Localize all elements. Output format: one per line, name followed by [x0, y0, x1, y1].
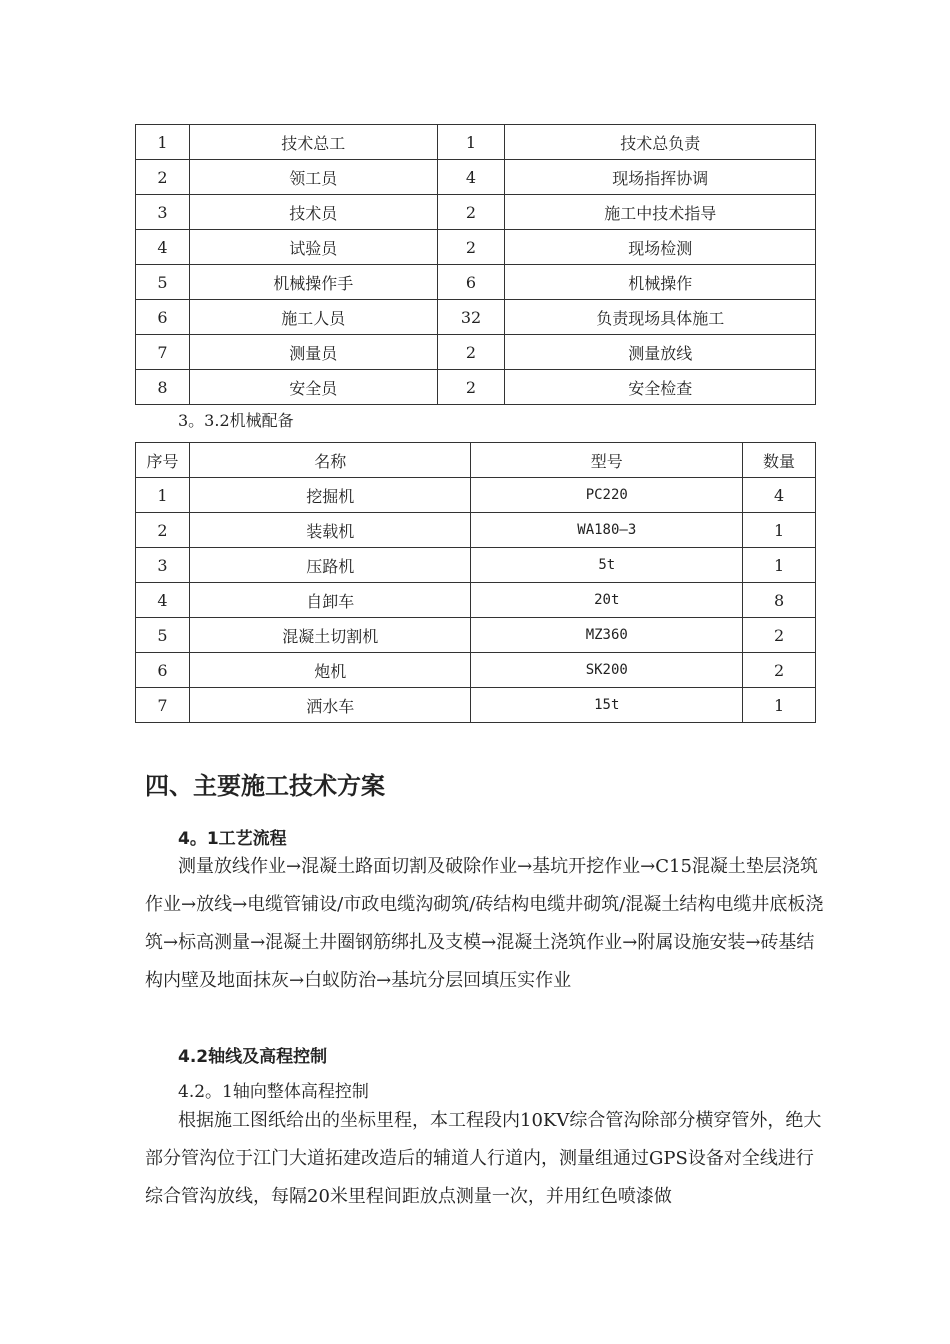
machine-table-cell: 1: [743, 513, 816, 548]
staff-table-row: [136, 230, 816, 265]
staff-table-cell: 4: [136, 230, 190, 265]
staff-table-cell: 现场检测: [505, 230, 816, 265]
staff-table-row: [136, 335, 816, 370]
machine-table-cell: 1: [743, 548, 816, 583]
staff-table-cell: 施工中技术指导: [505, 195, 816, 230]
staff-table-cell: 1: [437, 125, 505, 160]
staff-table-cell: 安全检查: [505, 370, 816, 405]
machine-table-cell: 序号: [136, 443, 190, 478]
machine-table-cell: 混凝土切割机: [189, 618, 471, 653]
staff-table-cell: 2: [437, 230, 505, 265]
machine-table-row: [136, 513, 816, 548]
staff-table-cell: 机械操作: [505, 265, 816, 300]
staff-table-row: [136, 195, 816, 230]
machine-table-row: [136, 443, 816, 478]
machine-table-cell: 4: [743, 478, 816, 513]
machine-table-cell: 自卸车: [189, 583, 471, 618]
staff-table-row: [136, 125, 816, 160]
staff-table-cell: 32: [437, 300, 505, 335]
machine-table-cell: MZ360: [471, 618, 743, 653]
machine-table-cell: 8: [743, 583, 816, 618]
machine-table-cell: SK200: [471, 653, 743, 688]
staff-table-cell: 试验员: [189, 230, 437, 265]
staff-table-cell: 施工人员: [189, 300, 437, 335]
machine-table-cell: 1: [743, 688, 816, 723]
staff-table-cell: 7: [136, 335, 190, 370]
machine-table-cell: 炮机: [189, 653, 471, 688]
machine-section-title: 3。3.2机械配备: [178, 411, 294, 430]
machine-table-row: [136, 583, 816, 618]
section-4-2-1-title: 4.2。1轴向整体高程控制: [178, 1082, 369, 1102]
machine-table-cell: 装载机: [189, 513, 471, 548]
machine-table: [135, 442, 816, 723]
staff-table-cell: 2: [136, 160, 190, 195]
machine-table-cell: 15t: [471, 688, 743, 723]
machine-table-cell: 2: [743, 618, 816, 653]
machine-table-cell: 2: [136, 513, 190, 548]
machine-table-cell: 5: [136, 618, 190, 653]
staff-table-cell: 技术总负责: [505, 125, 816, 160]
staff-table-cell: 6: [136, 300, 190, 335]
machine-table-row: [136, 653, 816, 688]
machine-table-cell: 7: [136, 688, 190, 723]
staff-table-cell: 1: [136, 125, 190, 160]
staff-table-cell: 8: [136, 370, 190, 405]
staff-table-cell: 领工员: [189, 160, 437, 195]
machine-table-cell: 名称: [189, 443, 471, 478]
staff-table-body: [136, 125, 816, 405]
machine-table-row: [136, 548, 816, 583]
machine-table-cell: WA180—3: [471, 513, 743, 548]
machine-table-cell: 洒水车: [189, 688, 471, 723]
machine-table-cell: PC220: [471, 478, 743, 513]
staff-table-cell: 4: [437, 160, 505, 195]
staff-table-cell: 2: [437, 370, 505, 405]
machine-table-cell: 2: [743, 653, 816, 688]
staff-table-row: [136, 160, 816, 195]
machine-table-cell: 20t: [471, 583, 743, 618]
staff-table-cell: 6: [437, 265, 505, 300]
machine-table-cell: 3: [136, 548, 190, 583]
machine-table-row: [136, 478, 816, 513]
machine-table-cell: 挖掘机: [189, 478, 471, 513]
staff-table-cell: 2: [437, 195, 505, 230]
staff-table-cell: 安全员: [189, 370, 437, 405]
machine-table-cell: 型号: [471, 443, 743, 478]
staff-table-cell: 3: [136, 195, 190, 230]
staff-table-row: [136, 370, 816, 405]
staff-table-cell: 测量员: [189, 335, 437, 370]
staff-table: [135, 124, 816, 405]
staff-table-cell: 机械操作手: [189, 265, 437, 300]
section-4-2-title: 4.2轴线及高程控制: [178, 1047, 328, 1067]
section-4-2-text: 根据施工图纸给出的坐标里程，本工程段内10KV综合管沟除部分横穿管外，绝大部分管沟位于江门大道拓建改造后的辅道人行道内，测量组通过GPS设备对全线进行综合管沟放线，每隔20米里程间距放点测量一次，并用红色喷漆做: [145, 1110, 822, 1207]
staff-table-cell: 技术员: [189, 195, 437, 230]
machine-table-cell: 4: [136, 583, 190, 618]
machine-table-cell: 数量: [743, 443, 816, 478]
machine-table-cell: 6: [136, 653, 190, 688]
machine-table-row: [136, 618, 816, 653]
staff-table-cell: 技术总工: [189, 125, 437, 160]
section-4-1-text: 测量放线作业→混凝土路面切割及破除作业→基坑开挖作业→C15混凝土垫层浇筑作业→放线→电缆管铺设/市政电缆沟砌筑/砖结构电缆井砌筑/混凝土结构电缆井底板浇筑→标高测量→混凝土井圈钢筋绑扎及支模→混凝土浇筑作业→附属设施安装→砖基结构内壁及地面抹灰→白蚁防治→基坑分层回填压实作业: [145, 856, 824, 991]
section-4-1-title: 4。1工艺流程: [178, 829, 287, 849]
machine-table-cell: 5t: [471, 548, 743, 583]
staff-table-cell: 测量放线: [505, 335, 816, 370]
staff-table-cell: 负责现场具体施工: [505, 300, 816, 335]
staff-table-row: [136, 265, 816, 300]
machine-table-cell: 1: [136, 478, 190, 513]
staff-table-cell: 2: [437, 335, 505, 370]
chapter-title: 四、主要施工技术方案: [145, 772, 385, 800]
staff-table-cell: 5: [136, 265, 190, 300]
machine-table-row: [136, 688, 816, 723]
machine-table-cell: 压路机: [189, 548, 471, 583]
staff-table-row: [136, 300, 816, 335]
staff-table-cell: 现场指挥协调: [505, 160, 816, 195]
machine-table-body: [136, 443, 816, 723]
